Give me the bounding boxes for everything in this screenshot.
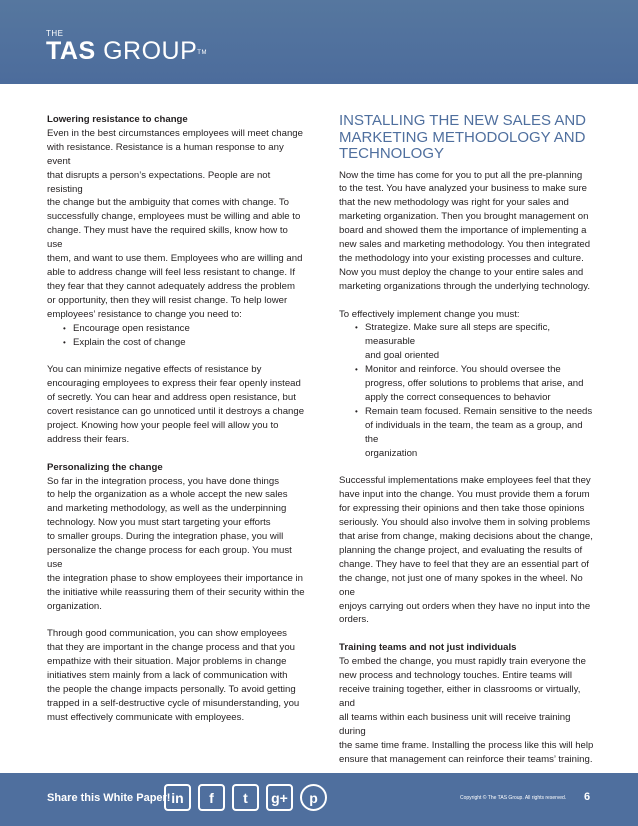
bullet-line: apply the correct consequences to behavior xyxy=(365,391,551,403)
text-line: the change but the ambiguity that comes with change. To xyxy=(47,197,289,209)
text-line: them, and want to use them. Employees who are willing and xyxy=(47,253,303,265)
paragraph-implement-intro: To effectively implement change you must: xyxy=(339,308,520,320)
text-line: to help the organization as a whole accept the new sales xyxy=(47,489,288,501)
text-line: must effectively communicate with employees. xyxy=(47,711,245,723)
text-line: successfully change, employees must be willing and able to xyxy=(47,211,301,223)
text-line: that arise from change, making decisions about the change, xyxy=(339,531,593,543)
text-line: new process and technology touches. Entire teams will xyxy=(339,670,573,682)
tas-group-logo xyxy=(46,30,207,64)
paragraph-communication xyxy=(47,627,305,724)
text-line: So far in the integration process, you have done things xyxy=(47,475,279,487)
text-line: enjoys carrying out orders when they have no input into the xyxy=(339,600,591,612)
bullet-list-implement xyxy=(339,321,594,460)
text-line: initiatives stem mainly from a lack of communication with xyxy=(47,670,288,682)
text-line: personalize the change process for each group. You must use xyxy=(47,545,292,570)
text-line: to the test. You have analyzed your business to make sure xyxy=(339,183,587,195)
section-heading-lowering-resistance: Lowering resistance to change xyxy=(47,114,188,125)
bullet-item xyxy=(355,405,594,461)
text-line: employees’ resistance to change you need to: xyxy=(47,308,242,320)
twitter-icon[interactable]: t xyxy=(232,784,259,811)
text-line: that they are important in the change process and that you xyxy=(47,642,295,654)
text-line: for expressing their opinions and then take those opinions xyxy=(339,503,585,515)
bullet-line: and goal oriented xyxy=(365,350,440,362)
google-plus-icon[interactable]: g+ xyxy=(266,784,293,811)
text-line: marketing organizations through the underlying technology. xyxy=(339,280,591,292)
text-line: change. They must have the required skills, know how to use xyxy=(47,225,288,251)
text-line: to smaller groups. During the integration phase, you will xyxy=(47,531,284,543)
page-number: 6 xyxy=(584,791,591,803)
bullet-item xyxy=(355,321,594,363)
bullet-line: • Remain team focused. Remain sensitive to the needs xyxy=(365,405,593,417)
text-line: seriously. You should also involve them in solving problems xyxy=(339,517,590,529)
text-line: marketing organization. Then you brought management on xyxy=(339,211,589,223)
logo-the: THE xyxy=(46,29,64,38)
bullet-item: • Encourage open resistance xyxy=(63,322,305,336)
social-icons xyxy=(164,784,327,811)
text-line: all teams within each business unit will receive training during xyxy=(339,711,571,737)
text-line: board and showed them the importance of implementing a xyxy=(339,225,587,237)
text-line: Successful implementations make employees feel that they xyxy=(339,475,591,487)
text-line: the initiative while reassuring them of their security within the xyxy=(47,586,305,598)
text-line: new sales and marketing methodology. You then integrated xyxy=(339,239,591,251)
right-column xyxy=(339,113,594,766)
text-line: trapped in a self-destructive cycle of misunderstanding, you xyxy=(47,698,300,710)
paragraph-personalizing xyxy=(47,475,305,614)
share-label: Share this White Paper! xyxy=(47,792,171,804)
text-line: the methodology into your existing processes and culture. xyxy=(339,252,584,264)
bullet-line: progress, offer solutions to problems that arise, and xyxy=(365,378,584,390)
text-line: address their fears. xyxy=(47,433,130,445)
copyright-text: Copyright © The TAS Group. All rights reserved. xyxy=(460,795,567,801)
text-line: that disrupts a person’s expectations. People are not resisting xyxy=(47,169,271,195)
logo-tas: TAS xyxy=(46,37,96,65)
text-line: have input into the change. You must provide them a forum xyxy=(339,489,590,501)
text-line: the integration phase to show employees their importance in xyxy=(47,572,303,584)
text-line: Now the time has come for you to put all the pre-planning xyxy=(339,169,583,181)
pinterest-icon[interactable]: p xyxy=(300,784,327,811)
text-line: with resistance. Resistance is a human response to any event xyxy=(47,141,284,167)
text-line: MARKETING METHODOLOGY AND xyxy=(339,128,586,146)
bullet-line: • Monitor and reinforce. You should oversee the xyxy=(365,364,561,376)
logo-trademark: TM xyxy=(197,50,207,56)
text-line: TECHNOLOGY xyxy=(339,145,445,162)
text-line: Now you must deploy the change to your entire sales and xyxy=(339,266,584,278)
bullet-line: of individuals in the team, the team as a group, and the xyxy=(365,419,583,445)
text-line: change. They have to feel that they are an essential part of xyxy=(339,558,589,570)
text-line: or opportunity, then they will resist change. To help lower xyxy=(47,294,288,306)
text-line: ensure that management can reinforce their teams’ training. xyxy=(339,753,593,765)
facebook-icon[interactable]: f xyxy=(198,784,225,811)
bullet-line: • Strategize. Make sure all steps are specific, measurable xyxy=(365,322,551,348)
bullet-line: organization xyxy=(365,447,418,459)
text-line: and marketing methodology, as well as the underpinning xyxy=(47,503,287,515)
text-line: Through good communication, you can show employees xyxy=(47,628,287,640)
bullet-item xyxy=(355,363,594,405)
paragraph-successful-implementations xyxy=(339,474,594,627)
text-line: of secretly. You can hear and address open resistance, but xyxy=(47,392,296,404)
left-column xyxy=(47,113,305,725)
paragraph-deploy xyxy=(339,169,594,294)
text-line: You can minimize negative effects of resistance by xyxy=(47,364,262,376)
text-line: planning the change project, and evaluating the results of xyxy=(339,544,583,556)
text-line: they fear that they cannot adequately address the problem xyxy=(47,280,295,292)
paragraph-lowering-resistance xyxy=(47,127,305,322)
text-line: To embed the change, you must rapidly train everyone the xyxy=(339,656,586,668)
text-line: covert resistance can go unnoticed until it destroys a change xyxy=(47,406,305,418)
text-line: able to address change will feel less resistant to change. If xyxy=(47,266,295,278)
text-line: orders. xyxy=(339,614,369,626)
text-line: the people the change impacts personally. To avoid getting xyxy=(47,684,296,696)
text-line: project. Knowing how your people feel will allow you to xyxy=(47,419,279,431)
bullet-item: • Explain the cost of change xyxy=(63,336,305,350)
text-line: empathize with their situation. Major problems in change xyxy=(47,656,287,668)
text-line: technology. Now you must start targeting your efforts xyxy=(47,517,271,529)
header-banner xyxy=(0,0,638,84)
section-heading-training-teams: Training teams and not just individuals xyxy=(339,642,517,654)
section-heading-personalizing: Personalizing the change xyxy=(47,461,163,473)
text-line: that the new methodology was right for your sales and xyxy=(339,197,569,209)
text-line: the same time frame. Installing the process like this will help xyxy=(339,739,594,751)
paragraph-training-teams xyxy=(339,655,594,766)
text-line: receive training together, either in classrooms or virtually, and xyxy=(339,683,581,709)
text-line: Even in the best circumstances employees will meet change xyxy=(47,127,303,139)
linkedin-icon[interactable]: in xyxy=(164,784,191,811)
paragraph-minimize-effects xyxy=(47,363,305,446)
logo-group: GROUP xyxy=(103,37,198,65)
bullet-list-resistance xyxy=(47,322,305,350)
text-line: INSTALLING THE NEW SALES AND xyxy=(339,112,587,129)
text-line: the change, not just one of many spokes in the wheel. No one xyxy=(339,572,583,598)
footer-banner xyxy=(0,773,638,826)
text-line: encouraging employees to express their fear openly instead xyxy=(47,378,301,390)
section-heading-installing xyxy=(339,113,594,163)
text-line: organization. xyxy=(47,600,102,612)
